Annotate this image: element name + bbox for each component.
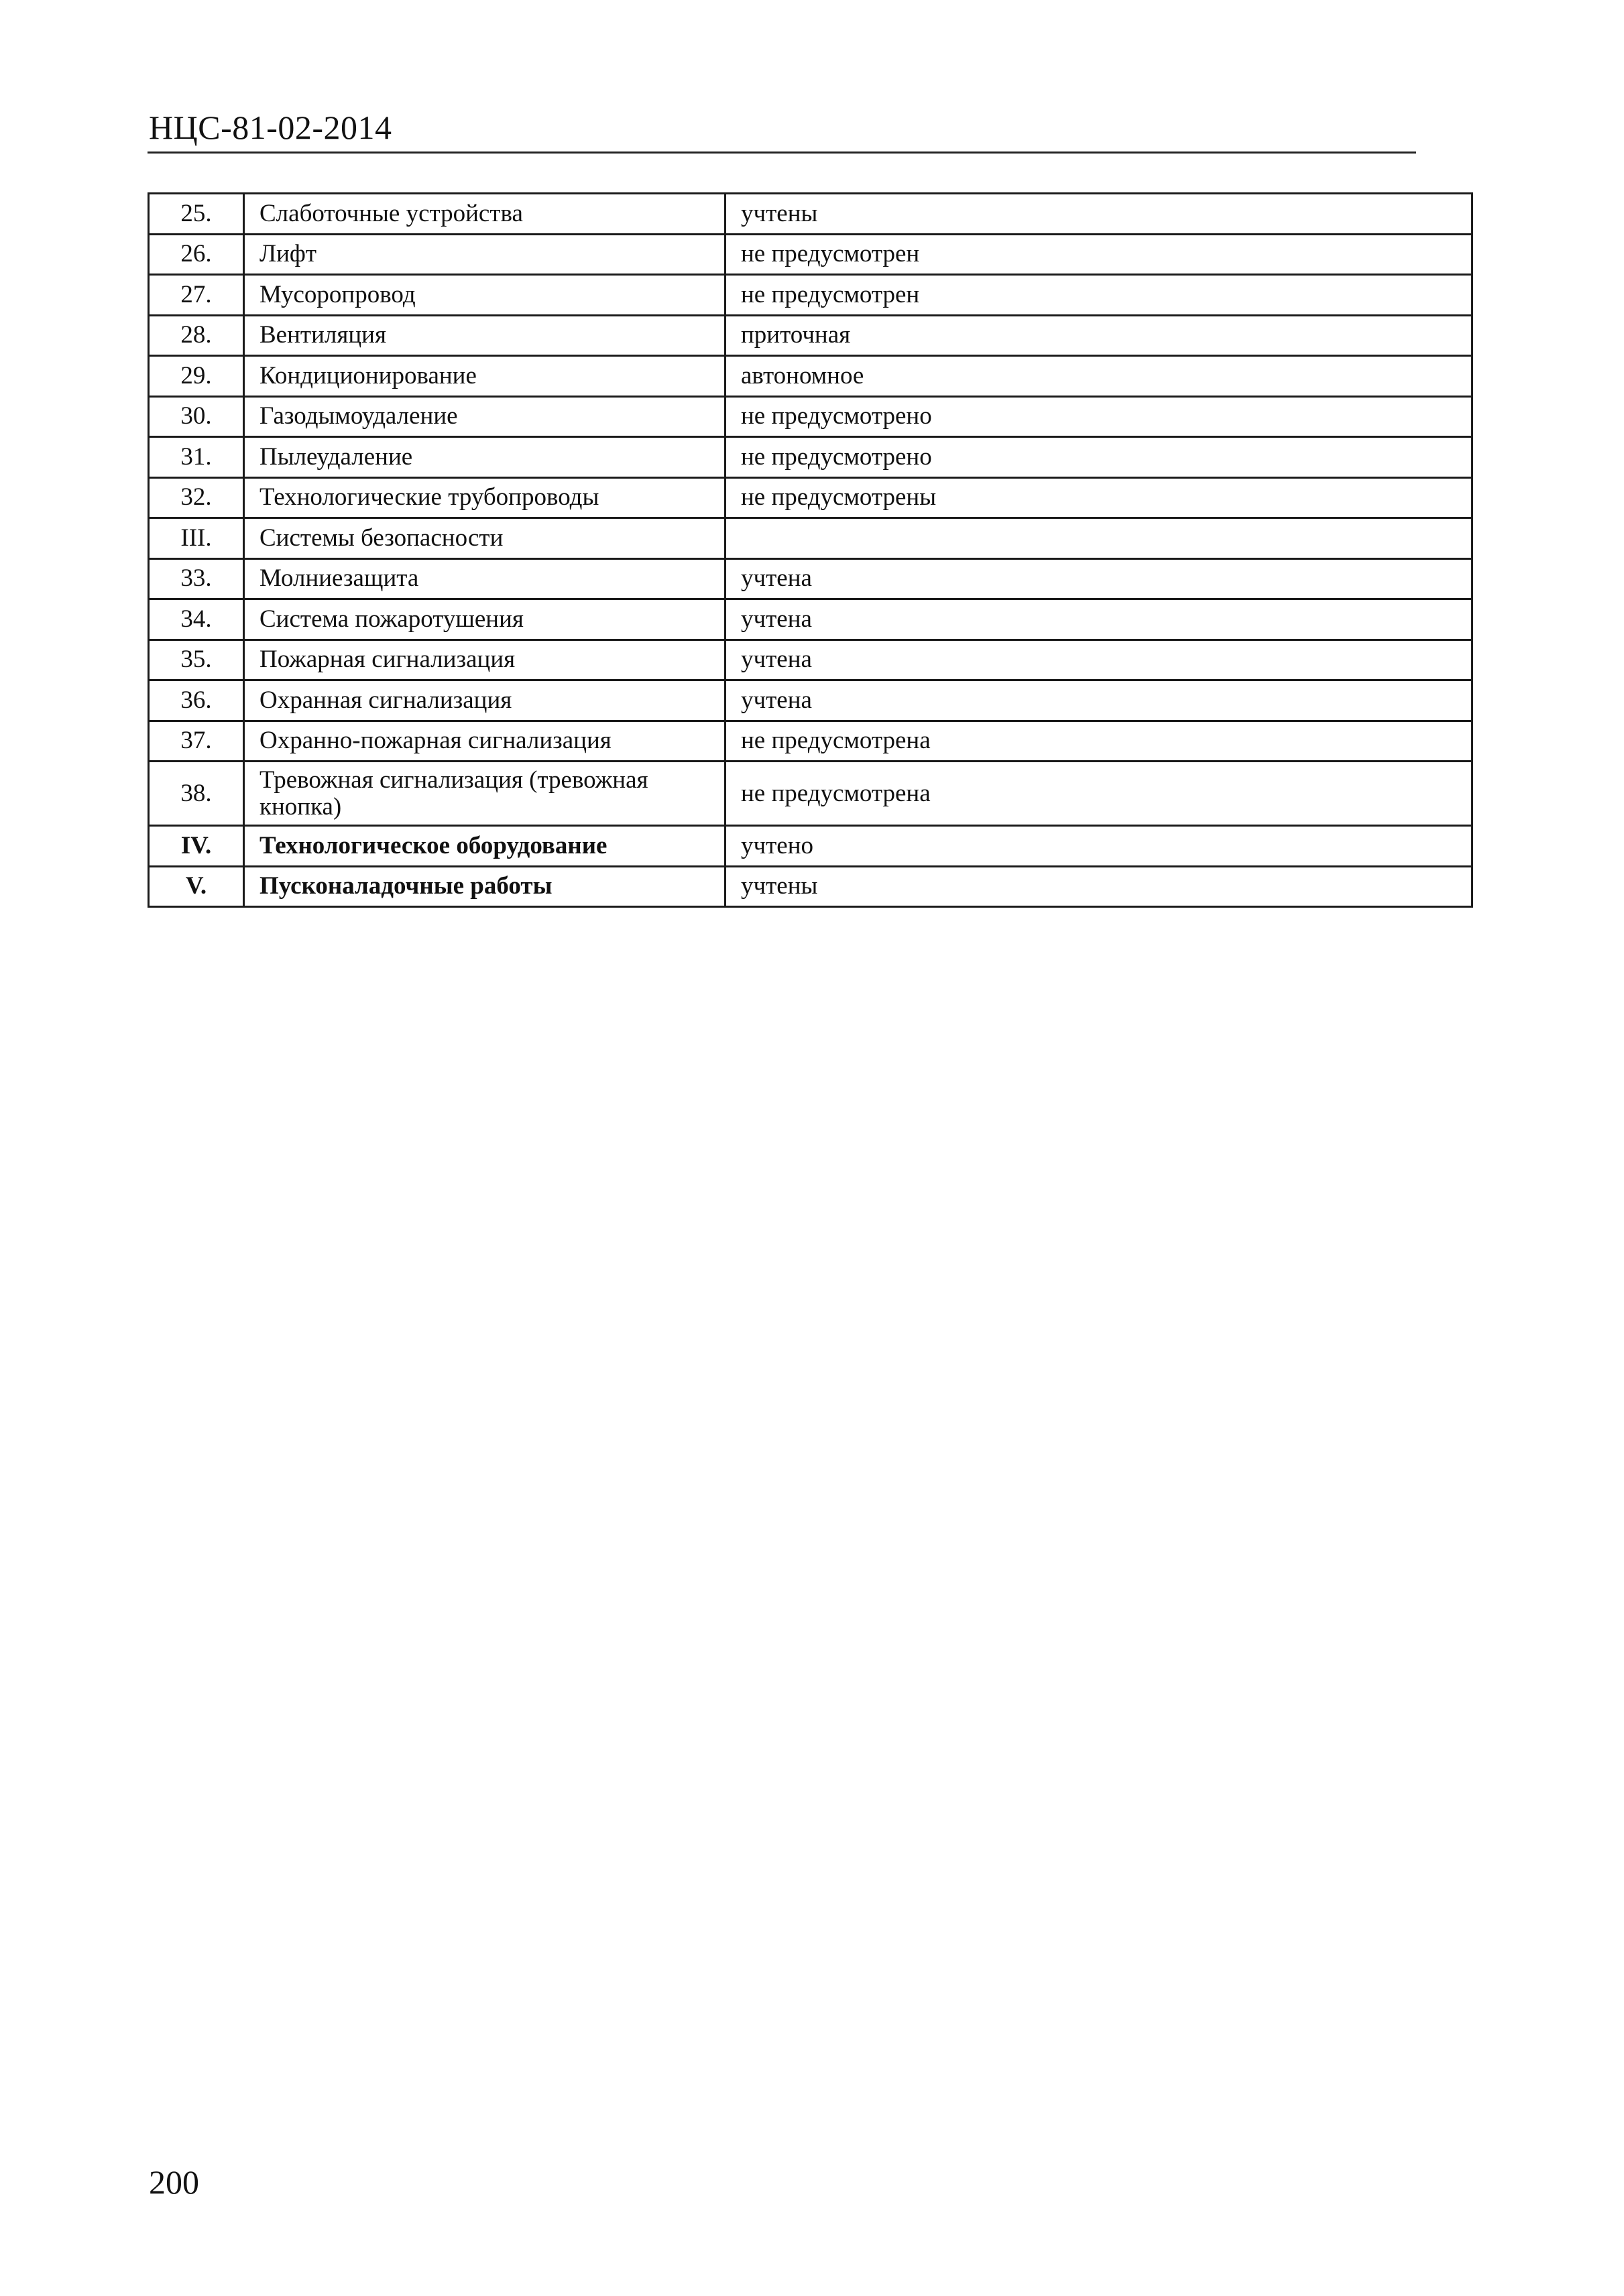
row-name: Пылеудаление <box>244 437 726 478</box>
row-name: Лифт <box>244 234 726 275</box>
table-row <box>149 275 1472 316</box>
table-row <box>149 721 1472 762</box>
row-number: 32. <box>149 477 244 518</box>
row-number: 33. <box>149 558 244 599</box>
row-value: приточная <box>726 315 1472 356</box>
row-value: не предусмотрены <box>726 477 1472 518</box>
row-name: Слаботочные устройства <box>244 194 726 235</box>
section-value: учтены <box>726 866 1472 907</box>
row-number: 27. <box>149 275 244 316</box>
row-value: учтена <box>726 599 1472 640</box>
row-value: учтены <box>726 194 1472 235</box>
row-number: 28. <box>149 315 244 356</box>
table-row <box>149 437 1472 478</box>
row-value: учтена <box>726 558 1472 599</box>
row-name: Газодымоудаление <box>244 396 726 437</box>
row-name: Тревожная сигнализация (тревожная кнопка) <box>244 762 726 826</box>
row-number: 34. <box>149 599 244 640</box>
section-name: Пусконаладочные работы <box>244 866 726 907</box>
table-row <box>149 558 1472 599</box>
row-value: не предусмотрен <box>726 234 1472 275</box>
section-name: Технологическое оборудование <box>244 826 726 867</box>
table-section-row <box>149 518 1472 559</box>
page-number: 200 <box>149 2163 199 2201</box>
row-number: 37. <box>149 721 244 762</box>
table-row <box>149 599 1472 640</box>
row-name: Мусоропровод <box>244 275 726 316</box>
row-value: не предусмотрен <box>726 275 1472 316</box>
table-row <box>149 234 1472 275</box>
row-number: 38. <box>149 762 244 826</box>
table-row <box>149 315 1472 356</box>
table-row <box>149 477 1472 518</box>
section-number: V. <box>149 866 244 907</box>
row-number: 31. <box>149 437 244 478</box>
table-row <box>149 396 1472 437</box>
row-name: Пожарная сигнализация <box>244 640 726 680</box>
row-number: 35. <box>149 640 244 680</box>
row-value: не предусмотрено <box>726 396 1472 437</box>
row-name: Система пожаротушения <box>244 599 726 640</box>
row-name: Молниезащита <box>244 558 726 599</box>
section-number: III. <box>149 518 244 559</box>
table-section-row <box>149 866 1472 907</box>
table-row <box>149 762 1472 826</box>
row-name: Кондиционирование <box>244 356 726 397</box>
row-number: 26. <box>149 234 244 275</box>
table-row <box>149 680 1472 721</box>
row-name: Технологические трубопроводы <box>244 477 726 518</box>
section-name: Системы безопасности <box>244 518 726 559</box>
section-number: IV. <box>149 826 244 867</box>
table-section-row <box>149 826 1472 867</box>
table-row <box>149 356 1472 397</box>
row-value: учтена <box>726 680 1472 721</box>
row-name: Охранная сигнализация <box>244 680 726 721</box>
section-value: учтено <box>726 826 1472 867</box>
row-value: не предусмотрена <box>726 762 1472 826</box>
row-number: 25. <box>149 194 244 235</box>
specification-table <box>148 192 1473 908</box>
document-code: НЦС-81-02-2014 <box>149 109 392 146</box>
section-value <box>726 518 1472 559</box>
row-value: не предусмотрено <box>726 437 1472 478</box>
table-row <box>149 194 1472 235</box>
row-number: 30. <box>149 396 244 437</box>
row-value: не предусмотрена <box>726 721 1472 762</box>
row-name: Вентиляция <box>244 315 726 356</box>
row-name: Охранно-пожарная сигнализация <box>244 721 726 762</box>
row-value: учтена <box>726 640 1472 680</box>
row-number: 36. <box>149 680 244 721</box>
row-number: 29. <box>149 356 244 397</box>
row-value: автономное <box>726 356 1472 397</box>
table-row <box>149 640 1472 680</box>
header-rule <box>148 152 1416 154</box>
